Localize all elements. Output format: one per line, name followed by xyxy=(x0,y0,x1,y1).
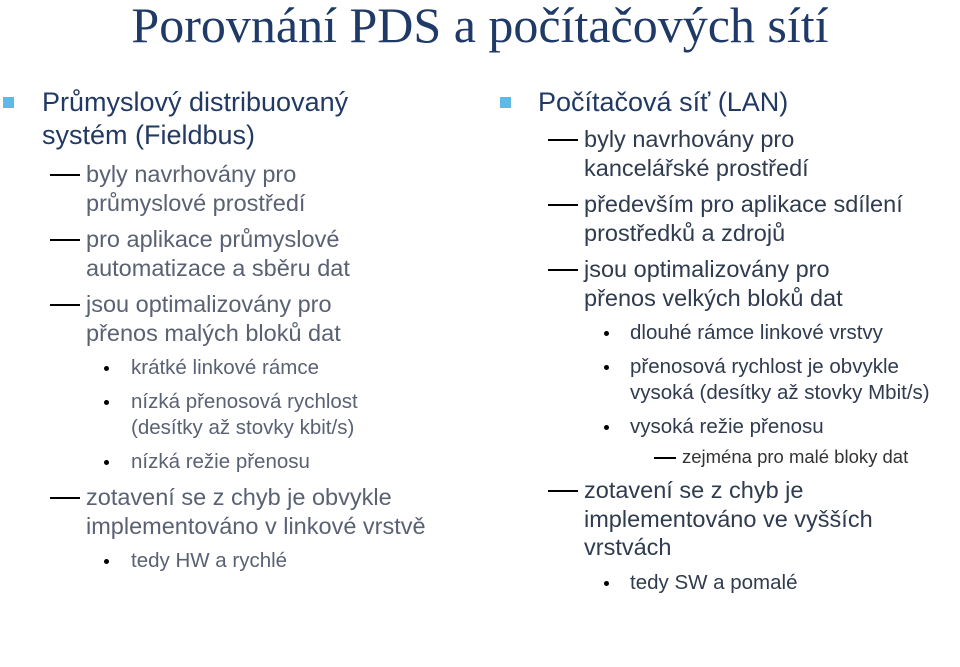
dash-bullet-icon xyxy=(50,174,80,176)
dot-bullet-icon xyxy=(104,559,109,564)
right-heading: Počítačová síť (LAN) xyxy=(494,86,960,119)
dot-bullet-icon xyxy=(604,365,609,370)
left-point-4: zotavení se z chyb je obvykle implementováno v linkové vrstvě xyxy=(0,483,470,540)
left-subpoint-3: nízká režie přenosu xyxy=(0,449,470,475)
left-point-2: pro aplikace průmyslové automatizace a sběru dat xyxy=(0,225,470,282)
dash-bullet-icon xyxy=(50,304,80,306)
left-subpoint-4: tedy HW a rychlé xyxy=(0,548,470,574)
dash-bullet-icon xyxy=(50,497,80,499)
square-bullet-icon xyxy=(3,97,14,108)
right-column xyxy=(494,86,960,596)
right-subpoint-2: přenosová rychlost je obvykle vysoká (desítky až stovky Mbit/s) xyxy=(494,354,960,406)
page-title: Porovnání PDS a počítačových sítí xyxy=(131,0,829,53)
right-subsubpoint-1: zejména pro malé bloky dat xyxy=(494,446,960,468)
dot-bullet-icon xyxy=(104,366,109,371)
dash-bullet-icon xyxy=(548,490,578,492)
left-point-3: jsou optimalizovány pro přenos malých bloků dat xyxy=(0,290,470,347)
left-column xyxy=(0,86,470,574)
left-point-1: byly navrhovány pro průmyslové prostředí xyxy=(0,160,470,217)
right-subpoint-1: dlouhé rámce linkové vrstvy xyxy=(494,320,960,346)
dot-bullet-icon xyxy=(104,400,109,405)
right-point-4: zotavení se z chyb je implementováno ve vyšších vrstvách xyxy=(494,476,960,562)
dot-bullet-icon xyxy=(604,331,609,336)
dash-bullet-icon xyxy=(548,139,578,141)
right-subpoint-4: tedy SW a pomalé xyxy=(494,570,960,596)
right-point-3: jsou optimalizovány pro přenos velkých bloků dat xyxy=(494,255,960,312)
dash-bullet-icon xyxy=(548,269,578,271)
square-bullet-icon xyxy=(500,97,511,108)
right-point-2: především pro aplikace sdílení prostředků a zdrojů xyxy=(494,190,960,247)
dot-bullet-icon xyxy=(604,581,609,586)
right-subpoint-3: vysoká režie přenosu xyxy=(494,414,960,440)
dash-bullet-icon xyxy=(50,239,80,241)
dash-bullet-icon xyxy=(548,204,578,206)
left-heading: Průmyslový distribuovaný systém (Fieldbus) xyxy=(0,86,470,152)
dot-bullet-icon xyxy=(604,425,609,430)
dot-bullet-icon xyxy=(104,460,109,465)
left-subpoint-2: nízká přenosová rychlost (desítky až stovky kbit/s) xyxy=(0,389,470,441)
left-subpoint-1: krátké linkové rámce xyxy=(0,355,470,381)
dash-bullet-icon xyxy=(654,457,676,459)
right-point-1: byly navrhovány pro kancelářské prostředí xyxy=(494,125,960,182)
